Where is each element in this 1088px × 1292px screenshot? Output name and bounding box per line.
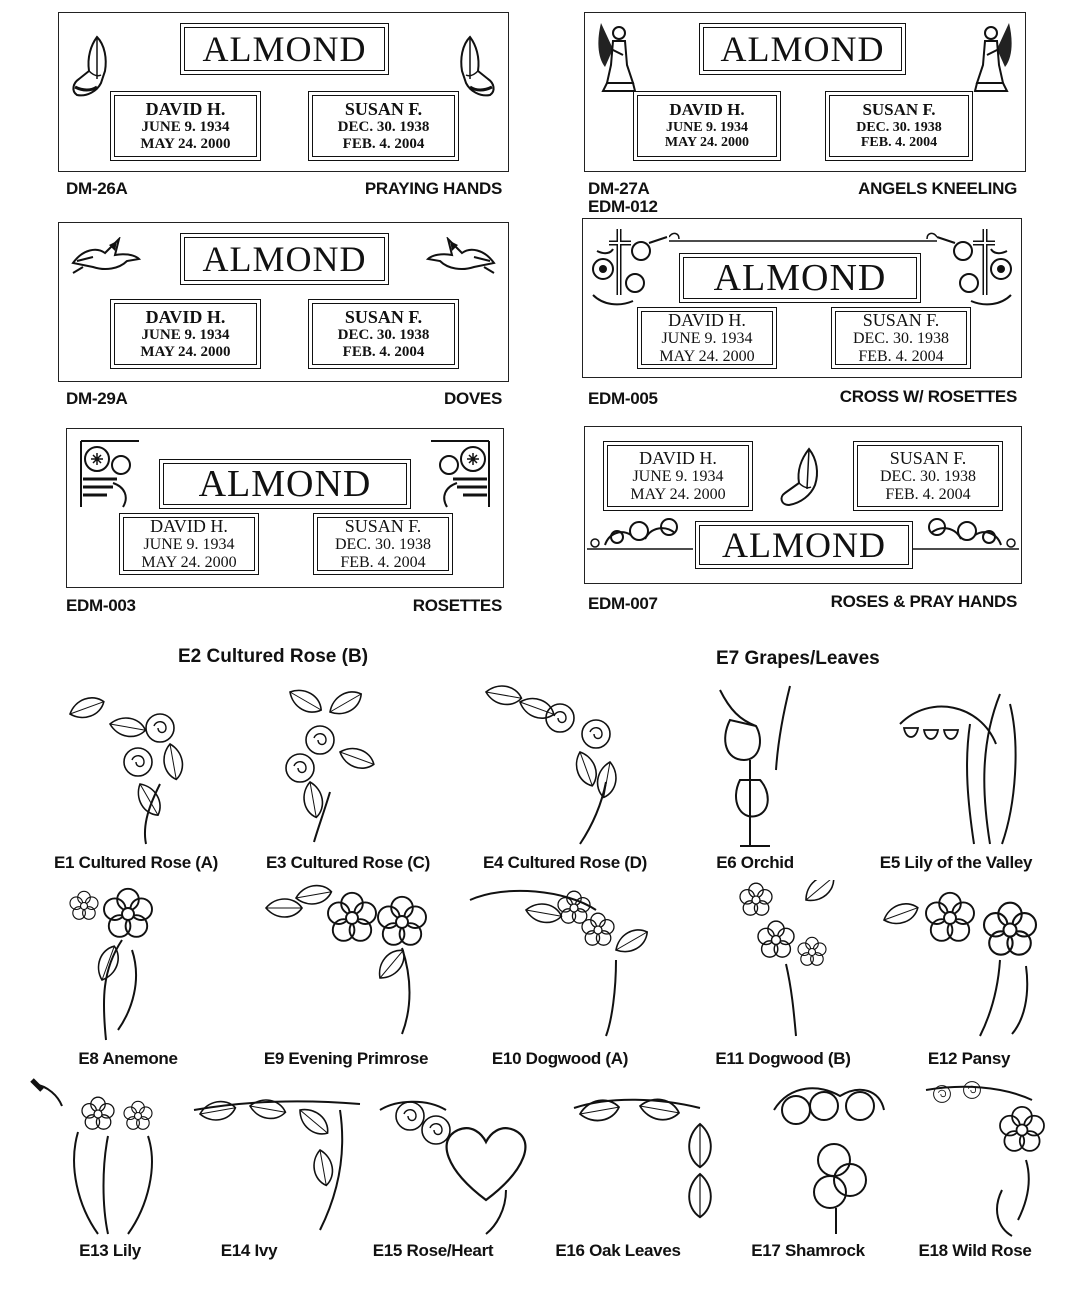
model-code-secondary: EDM-012 [588,197,658,216]
cultured-rose-icon [480,672,640,847]
plaque-edm-005 [582,218,1022,378]
dogwood-icon [466,880,666,1040]
rose-heart-icon [376,1090,546,1236]
emblem-label: E10 Dogwood (A) [491,1049,629,1068]
model-code: EDM-005 [588,389,658,408]
style-name: ANGELS KNEELING [858,179,1017,198]
right-name: SUSAN F. [344,98,423,119]
left-name: DAVID H. [639,447,717,468]
model-code: DM-29A [66,389,128,408]
style-name: CROSS W/ ROSETTES [839,387,1017,406]
left-date-panel [110,91,261,161]
right-died: FEB. 4. 2004 [860,135,938,151]
surname-panel [679,253,921,303]
orchid-icon [700,680,810,850]
surname-panel [695,521,913,569]
right-date-panel [313,513,453,575]
scroll-border [669,231,937,245]
surname-text: ALMOND [720,29,885,69]
left-died: MAY 24. 2000 [140,343,231,360]
left-date-panel [637,307,777,369]
left-born: JUNE 9. 1934 [632,468,724,486]
right-died: FEB. 4. 2004 [858,347,944,365]
emblem-label: E15 Rose/Heart [372,1241,494,1260]
left-name: DAVID H. [145,306,226,327]
cultured-rose-icon [50,684,220,849]
plaque-edm-007 [584,426,1022,584]
roses-vine-icon [585,515,695,555]
emblem-label: E16 Oak Leaves [555,1241,681,1260]
praying-hands-icon [775,445,835,509]
emblem-label: E3 Cultured Rose (C) [265,853,431,872]
dove-icon [424,237,498,277]
left-date-panel [119,513,259,575]
emblem-label: E12 Pansy [927,1049,1011,1068]
left-date-panel [633,91,781,161]
right-date-panel [308,91,459,161]
right-died: FEB. 4. 2004 [340,553,426,571]
emblem-label: E13 Lily [79,1241,141,1260]
oak-leaves-icon [570,1094,720,1238]
right-name: SUSAN F. [889,447,967,468]
right-name: SUSAN F. [862,100,936,120]
right-name: SUSAN F. [862,309,940,330]
style-name: ROSES & PRAY HANDS [830,592,1017,611]
rosette-corner-icon [427,437,493,511]
lily-icon [28,1076,188,1236]
right-born: DEC. 30. 1938 [335,536,431,554]
left-born: JUNE 9. 1934 [665,119,749,135]
right-date-panel [308,299,459,369]
model-code: EDM-003 [66,596,136,615]
left-died: MAY 24. 2000 [141,553,237,571]
style-name: ROSETTES [412,596,502,615]
surname-text: ALMOND [202,29,367,69]
left-born: JUNE 9. 1934 [661,330,753,348]
shamrock-icon [770,1080,890,1238]
style-name: DOVES [443,389,502,408]
surname-text: ALMOND [722,525,886,565]
surname-panel [159,459,411,509]
emblem-label: E5 Lily of the Valley [879,853,1033,872]
left-name: DAVID H. [150,515,228,536]
model-code: DM-27A [588,179,650,198]
section-title-cultured-rose-b: E2 Cultured Rose (B) [178,646,369,667]
emblem-label: E14 Ivy [220,1241,278,1260]
rosette-corner-icon [77,437,143,511]
left-died: MAY 24. 2000 [664,135,750,151]
emblem-label: E8 Anemone [78,1049,178,1068]
plaque-dm-29a [58,222,509,382]
lily-of-the-valley-icon [890,684,1030,849]
left-died: MAY 24. 2000 [140,135,231,152]
dogwood-icon [726,880,846,1040]
style-name: PRAYING HANDS [364,179,502,198]
right-name: SUSAN F. [344,306,423,327]
left-born: JUNE 9. 1934 [143,536,235,554]
emblem-label: E6 Orchid [716,853,794,872]
model-code: EDM-007 [588,594,658,613]
plaque-dm-26a [58,12,509,172]
left-date-panel [603,441,753,511]
right-born: DEC. 30. 1938 [337,327,430,344]
surname-panel [180,233,389,285]
emblem-label: E17 Shamrock [751,1241,865,1260]
cross-rosette-icon [935,225,1015,311]
wild-rose-icon [922,1080,1058,1238]
emblem-label: E9 Evening Primrose [263,1049,429,1068]
right-died: FEB. 4. 2004 [885,485,971,503]
surname-panel [180,23,389,75]
right-date-panel [853,441,1003,511]
ivy-icon [190,1090,370,1234]
right-date-panel [831,307,971,369]
emblem-label: E18 Wild Rose [918,1241,1032,1260]
emblem-label: E1 Cultured Rose (A) [53,853,219,872]
emblem-label: E4 Cultured Rose (D) [482,853,648,872]
left-born: JUNE 9. 1934 [141,327,230,344]
kneeling-angel-icon [593,19,641,93]
right-date-panel [825,91,973,161]
right-died: FEB. 4. 2004 [342,135,425,152]
left-born: JUNE 9. 1934 [141,119,230,136]
left-name: DAVID H. [669,100,745,120]
surname-text: ALMOND [198,463,372,505]
pansy-icon [880,880,1056,1040]
surname-text: ALMOND [713,257,887,299]
cross-rosette-icon [589,225,669,311]
model-code: DM-26A [66,179,128,198]
section-title-grapes-leaves: E7 Grapes/Leaves [716,648,880,669]
plaque-edm-003 [66,428,504,588]
left-died: MAY 24. 2000 [659,347,755,365]
roses-vine-icon [911,515,1021,555]
cultured-rose-icon [270,672,400,847]
right-born: DEC. 30. 1938 [856,119,942,135]
left-died: MAY 24. 2000 [630,485,726,503]
kneeling-angel-icon [969,19,1017,93]
dove-icon [69,237,143,277]
left-name: DAVID H. [668,309,746,330]
right-born: DEC. 30. 1938 [853,330,949,348]
left-date-panel [110,299,261,369]
emblem-label: E11 Dogwood (B) [715,1049,851,1068]
surname-text: ALMOND [202,239,367,279]
anemone-icon [62,880,172,1045]
surname-panel [699,23,906,75]
right-name: SUSAN F. [344,515,422,536]
left-name: DAVID H. [145,98,226,119]
right-born: DEC. 30. 1938 [337,119,430,136]
primrose-icon [262,878,442,1038]
right-born: DEC. 30. 1938 [880,468,976,486]
plaque-dm-27a [584,12,1026,172]
right-died: FEB. 4. 2004 [342,343,425,360]
